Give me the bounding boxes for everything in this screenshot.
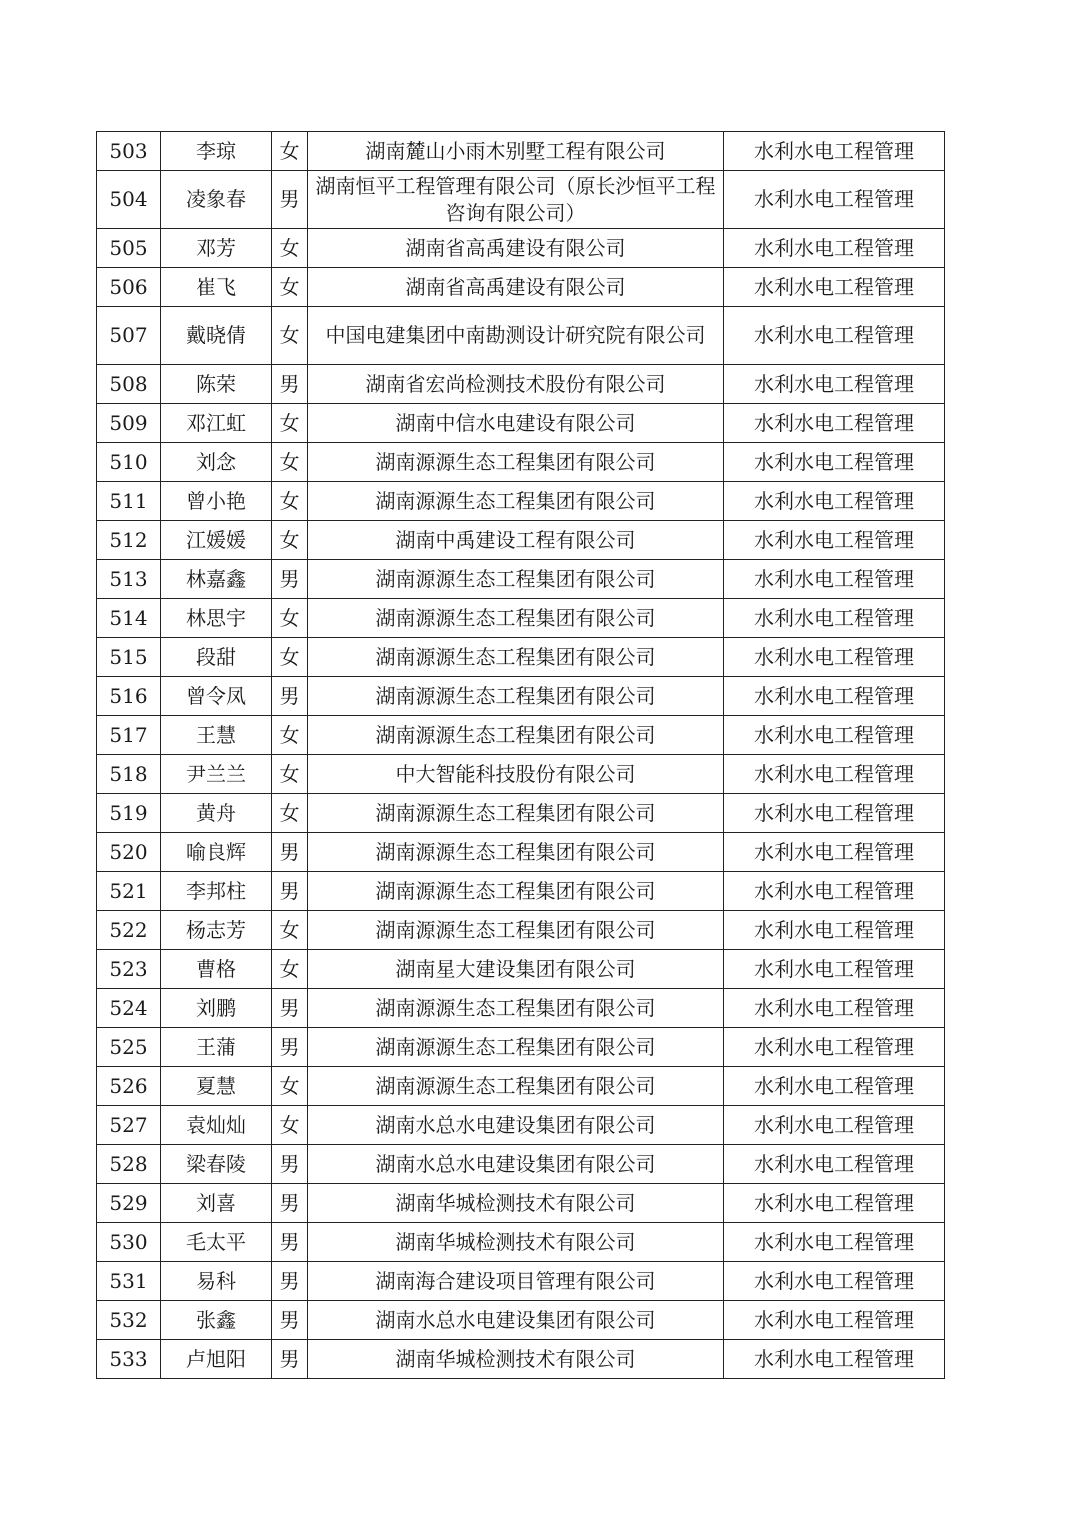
gender-cell: 女	[272, 1067, 308, 1106]
table-row	[97, 1106, 945, 1145]
table-row	[97, 171, 945, 229]
row-number-cell: 525	[97, 1028, 161, 1067]
row-number-cell: 529	[97, 1184, 161, 1223]
specialty-cell: 水利水电工程管理	[724, 599, 945, 638]
row-number-cell: 514	[97, 599, 161, 638]
row-number-cell: 517	[97, 716, 161, 755]
specialty-cell: 水利水电工程管理	[724, 755, 945, 794]
gender-cell: 女	[272, 1106, 308, 1145]
organization-cell: 湖南麓山小雨木别墅工程有限公司	[308, 132, 724, 171]
table-row	[97, 132, 945, 171]
organization-cell: 湖南水总水电建设集团有限公司	[308, 1301, 724, 1340]
gender-cell: 男	[272, 1262, 308, 1301]
specialty-cell: 水利水电工程管理	[724, 229, 945, 268]
specialty-cell: 水利水电工程管理	[724, 1028, 945, 1067]
organization-cell: 湖南水总水电建设集团有限公司	[308, 1106, 724, 1145]
specialty-cell: 水利水电工程管理	[724, 560, 945, 599]
gender-cell: 女	[272, 268, 308, 307]
specialty-cell: 水利水电工程管理	[724, 1067, 945, 1106]
specialty-cell: 水利水电工程管理	[724, 1184, 945, 1223]
specialty-cell: 水利水电工程管理	[724, 307, 945, 365]
specialty-cell: 水利水电工程管理	[724, 1223, 945, 1262]
gender-cell: 女	[272, 950, 308, 989]
table-row	[97, 1028, 945, 1067]
person-name-cell: 李琼	[161, 132, 272, 171]
row-number-cell: 503	[97, 132, 161, 171]
specialty-cell: 水利水电工程管理	[724, 1301, 945, 1340]
organization-cell: 湖南华城检测技术有限公司	[308, 1184, 724, 1223]
person-name-cell: 刘鹏	[161, 989, 272, 1028]
gender-cell: 女	[272, 794, 308, 833]
organization-cell: 中国电建集团中南勘测设计研究院有限公司	[308, 307, 724, 365]
gender-cell: 女	[272, 521, 308, 560]
person-name-cell: 曹格	[161, 950, 272, 989]
person-name-cell: 刘念	[161, 443, 272, 482]
organization-cell: 湖南省高禹建设有限公司	[308, 229, 724, 268]
table-row	[97, 989, 945, 1028]
person-name-cell: 卢旭阳	[161, 1340, 272, 1379]
organization-cell: 湖南中信水电建设有限公司	[308, 404, 724, 443]
gender-cell: 男	[272, 677, 308, 716]
specialty-cell: 水利水电工程管理	[724, 1145, 945, 1184]
row-number-cell: 532	[97, 1301, 161, 1340]
table-row	[97, 1145, 945, 1184]
row-number-cell: 512	[97, 521, 161, 560]
organization-cell: 湖南源源生态工程集团有限公司	[308, 794, 724, 833]
row-number-cell: 530	[97, 1223, 161, 1262]
person-name-cell: 段甜	[161, 638, 272, 677]
person-name-cell: 戴晓倩	[161, 307, 272, 365]
organization-cell: 湖南源源生态工程集团有限公司	[308, 716, 724, 755]
row-number-cell: 528	[97, 1145, 161, 1184]
person-name-cell: 毛太平	[161, 1223, 272, 1262]
table-row	[97, 950, 945, 989]
gender-cell: 女	[272, 911, 308, 950]
table-row	[97, 229, 945, 268]
person-name-cell: 张鑫	[161, 1301, 272, 1340]
gender-cell: 男	[272, 365, 308, 404]
organization-cell: 湖南源源生态工程集团有限公司	[308, 560, 724, 599]
specialty-cell: 水利水电工程管理	[724, 1340, 945, 1379]
person-name-cell: 江媛媛	[161, 521, 272, 560]
person-name-cell: 曾令凤	[161, 677, 272, 716]
table-row	[97, 443, 945, 482]
row-number-cell: 521	[97, 872, 161, 911]
person-name-cell: 黄舟	[161, 794, 272, 833]
organization-cell: 湖南源源生态工程集团有限公司	[308, 677, 724, 716]
person-name-cell: 林思宇	[161, 599, 272, 638]
specialty-cell: 水利水电工程管理	[724, 911, 945, 950]
organization-cell: 中大智能科技股份有限公司	[308, 755, 724, 794]
row-number-cell: 510	[97, 443, 161, 482]
row-number-cell: 520	[97, 833, 161, 872]
table-row	[97, 1301, 945, 1340]
person-name-cell: 杨志芳	[161, 911, 272, 950]
gender-cell: 女	[272, 599, 308, 638]
person-name-cell: 袁灿灿	[161, 1106, 272, 1145]
table-row	[97, 911, 945, 950]
person-name-cell: 夏慧	[161, 1067, 272, 1106]
organization-cell: 湖南源源生态工程集团有限公司	[308, 833, 724, 872]
organization-cell: 湖南恒平工程管理有限公司（原长沙恒平工程咨询有限公司）	[308, 171, 724, 229]
person-name-cell: 林嘉鑫	[161, 560, 272, 599]
organization-cell: 湖南省宏尚检测技术股份有限公司	[308, 365, 724, 404]
person-name-cell: 王蒲	[161, 1028, 272, 1067]
organization-cell: 湖南水总水电建设集团有限公司	[308, 1145, 724, 1184]
organization-cell: 湖南源源生态工程集团有限公司	[308, 1067, 724, 1106]
organization-cell: 湖南源源生态工程集团有限公司	[308, 911, 724, 950]
gender-cell: 女	[272, 443, 308, 482]
person-name-cell: 梁春陵	[161, 1145, 272, 1184]
specialty-cell: 水利水电工程管理	[724, 1262, 945, 1301]
row-number-cell: 516	[97, 677, 161, 716]
row-number-cell: 507	[97, 307, 161, 365]
row-number-cell: 522	[97, 911, 161, 950]
gender-cell: 男	[272, 833, 308, 872]
row-number-cell: 504	[97, 171, 161, 229]
person-name-cell: 陈荣	[161, 365, 272, 404]
table-row	[97, 872, 945, 911]
specialty-cell: 水利水电工程管理	[724, 872, 945, 911]
table-row	[97, 794, 945, 833]
roster-body	[97, 132, 945, 1379]
gender-cell: 男	[272, 1145, 308, 1184]
roster-table	[96, 131, 945, 1379]
organization-cell: 湖南源源生态工程集团有限公司	[308, 599, 724, 638]
gender-cell: 男	[272, 171, 308, 229]
row-number-cell: 513	[97, 560, 161, 599]
organization-cell: 湖南源源生态工程集团有限公司	[308, 872, 724, 911]
specialty-cell: 水利水电工程管理	[724, 365, 945, 404]
organization-cell: 湖南源源生态工程集团有限公司	[308, 638, 724, 677]
row-number-cell: 527	[97, 1106, 161, 1145]
organization-cell: 湖南海合建设项目管理有限公司	[308, 1262, 724, 1301]
person-name-cell: 易科	[161, 1262, 272, 1301]
organization-cell: 湖南星大建设集团有限公司	[308, 950, 724, 989]
table-row	[97, 1340, 945, 1379]
table-row	[97, 677, 945, 716]
specialty-cell: 水利水电工程管理	[724, 677, 945, 716]
gender-cell: 男	[272, 1028, 308, 1067]
row-number-cell: 515	[97, 638, 161, 677]
row-number-cell: 518	[97, 755, 161, 794]
gender-cell: 男	[272, 560, 308, 599]
organization-cell: 湖南源源生态工程集团有限公司	[308, 443, 724, 482]
row-number-cell: 519	[97, 794, 161, 833]
specialty-cell: 水利水电工程管理	[724, 950, 945, 989]
gender-cell: 男	[272, 1340, 308, 1379]
table-row	[97, 268, 945, 307]
row-number-cell: 531	[97, 1262, 161, 1301]
row-number-cell: 533	[97, 1340, 161, 1379]
organization-cell: 湖南源源生态工程集团有限公司	[308, 989, 724, 1028]
row-number-cell: 524	[97, 989, 161, 1028]
specialty-cell: 水利水电工程管理	[724, 268, 945, 307]
gender-cell: 女	[272, 716, 308, 755]
table-row	[97, 1223, 945, 1262]
gender-cell: 女	[272, 404, 308, 443]
organization-cell: 湖南华城检测技术有限公司	[308, 1223, 724, 1262]
specialty-cell: 水利水电工程管理	[724, 989, 945, 1028]
row-number-cell: 511	[97, 482, 161, 521]
table-row	[97, 1067, 945, 1106]
row-number-cell: 506	[97, 268, 161, 307]
gender-cell: 女	[272, 132, 308, 171]
gender-cell: 男	[272, 1301, 308, 1340]
table-row	[97, 716, 945, 755]
person-name-cell: 喻良辉	[161, 833, 272, 872]
gender-cell: 女	[272, 755, 308, 794]
specialty-cell: 水利水电工程管理	[724, 638, 945, 677]
gender-cell: 男	[272, 989, 308, 1028]
specialty-cell: 水利水电工程管理	[724, 794, 945, 833]
table-row	[97, 638, 945, 677]
specialty-cell: 水利水电工程管理	[724, 521, 945, 560]
specialty-cell: 水利水电工程管理	[724, 482, 945, 521]
table-row	[97, 599, 945, 638]
specialty-cell: 水利水电工程管理	[724, 1106, 945, 1145]
organization-cell: 湖南省高禹建设有限公司	[308, 268, 724, 307]
specialty-cell: 水利水电工程管理	[724, 716, 945, 755]
organization-cell: 湖南源源生态工程集团有限公司	[308, 482, 724, 521]
person-name-cell: 李邦柱	[161, 872, 272, 911]
organization-cell: 湖南源源生态工程集团有限公司	[308, 1028, 724, 1067]
gender-cell: 男	[272, 1223, 308, 1262]
row-number-cell: 509	[97, 404, 161, 443]
row-number-cell: 523	[97, 950, 161, 989]
person-name-cell: 曾小艳	[161, 482, 272, 521]
table-row	[97, 1184, 945, 1223]
table-row	[97, 521, 945, 560]
table-row	[97, 1262, 945, 1301]
person-name-cell: 邓江虹	[161, 404, 272, 443]
person-name-cell: 凌象春	[161, 171, 272, 229]
table-row	[97, 482, 945, 521]
specialty-cell: 水利水电工程管理	[724, 833, 945, 872]
gender-cell: 男	[272, 1184, 308, 1223]
row-number-cell: 526	[97, 1067, 161, 1106]
table-row	[97, 404, 945, 443]
person-name-cell: 尹兰兰	[161, 755, 272, 794]
person-name-cell: 刘喜	[161, 1184, 272, 1223]
table-row	[97, 307, 945, 365]
specialty-cell: 水利水电工程管理	[724, 171, 945, 229]
row-number-cell: 505	[97, 229, 161, 268]
person-name-cell: 邓芳	[161, 229, 272, 268]
row-number-cell: 508	[97, 365, 161, 404]
specialty-cell: 水利水电工程管理	[724, 404, 945, 443]
table-row	[97, 755, 945, 794]
gender-cell: 男	[272, 872, 308, 911]
gender-cell: 女	[272, 229, 308, 268]
table-row	[97, 560, 945, 599]
specialty-cell: 水利水电工程管理	[724, 132, 945, 171]
gender-cell: 女	[272, 482, 308, 521]
table-row	[97, 833, 945, 872]
organization-cell: 湖南中禹建设工程有限公司	[308, 521, 724, 560]
specialty-cell: 水利水电工程管理	[724, 443, 945, 482]
person-name-cell: 王慧	[161, 716, 272, 755]
gender-cell: 女	[272, 307, 308, 365]
gender-cell: 女	[272, 638, 308, 677]
table-row	[97, 365, 945, 404]
person-name-cell: 崔飞	[161, 268, 272, 307]
organization-cell: 湖南华城检测技术有限公司	[308, 1340, 724, 1379]
